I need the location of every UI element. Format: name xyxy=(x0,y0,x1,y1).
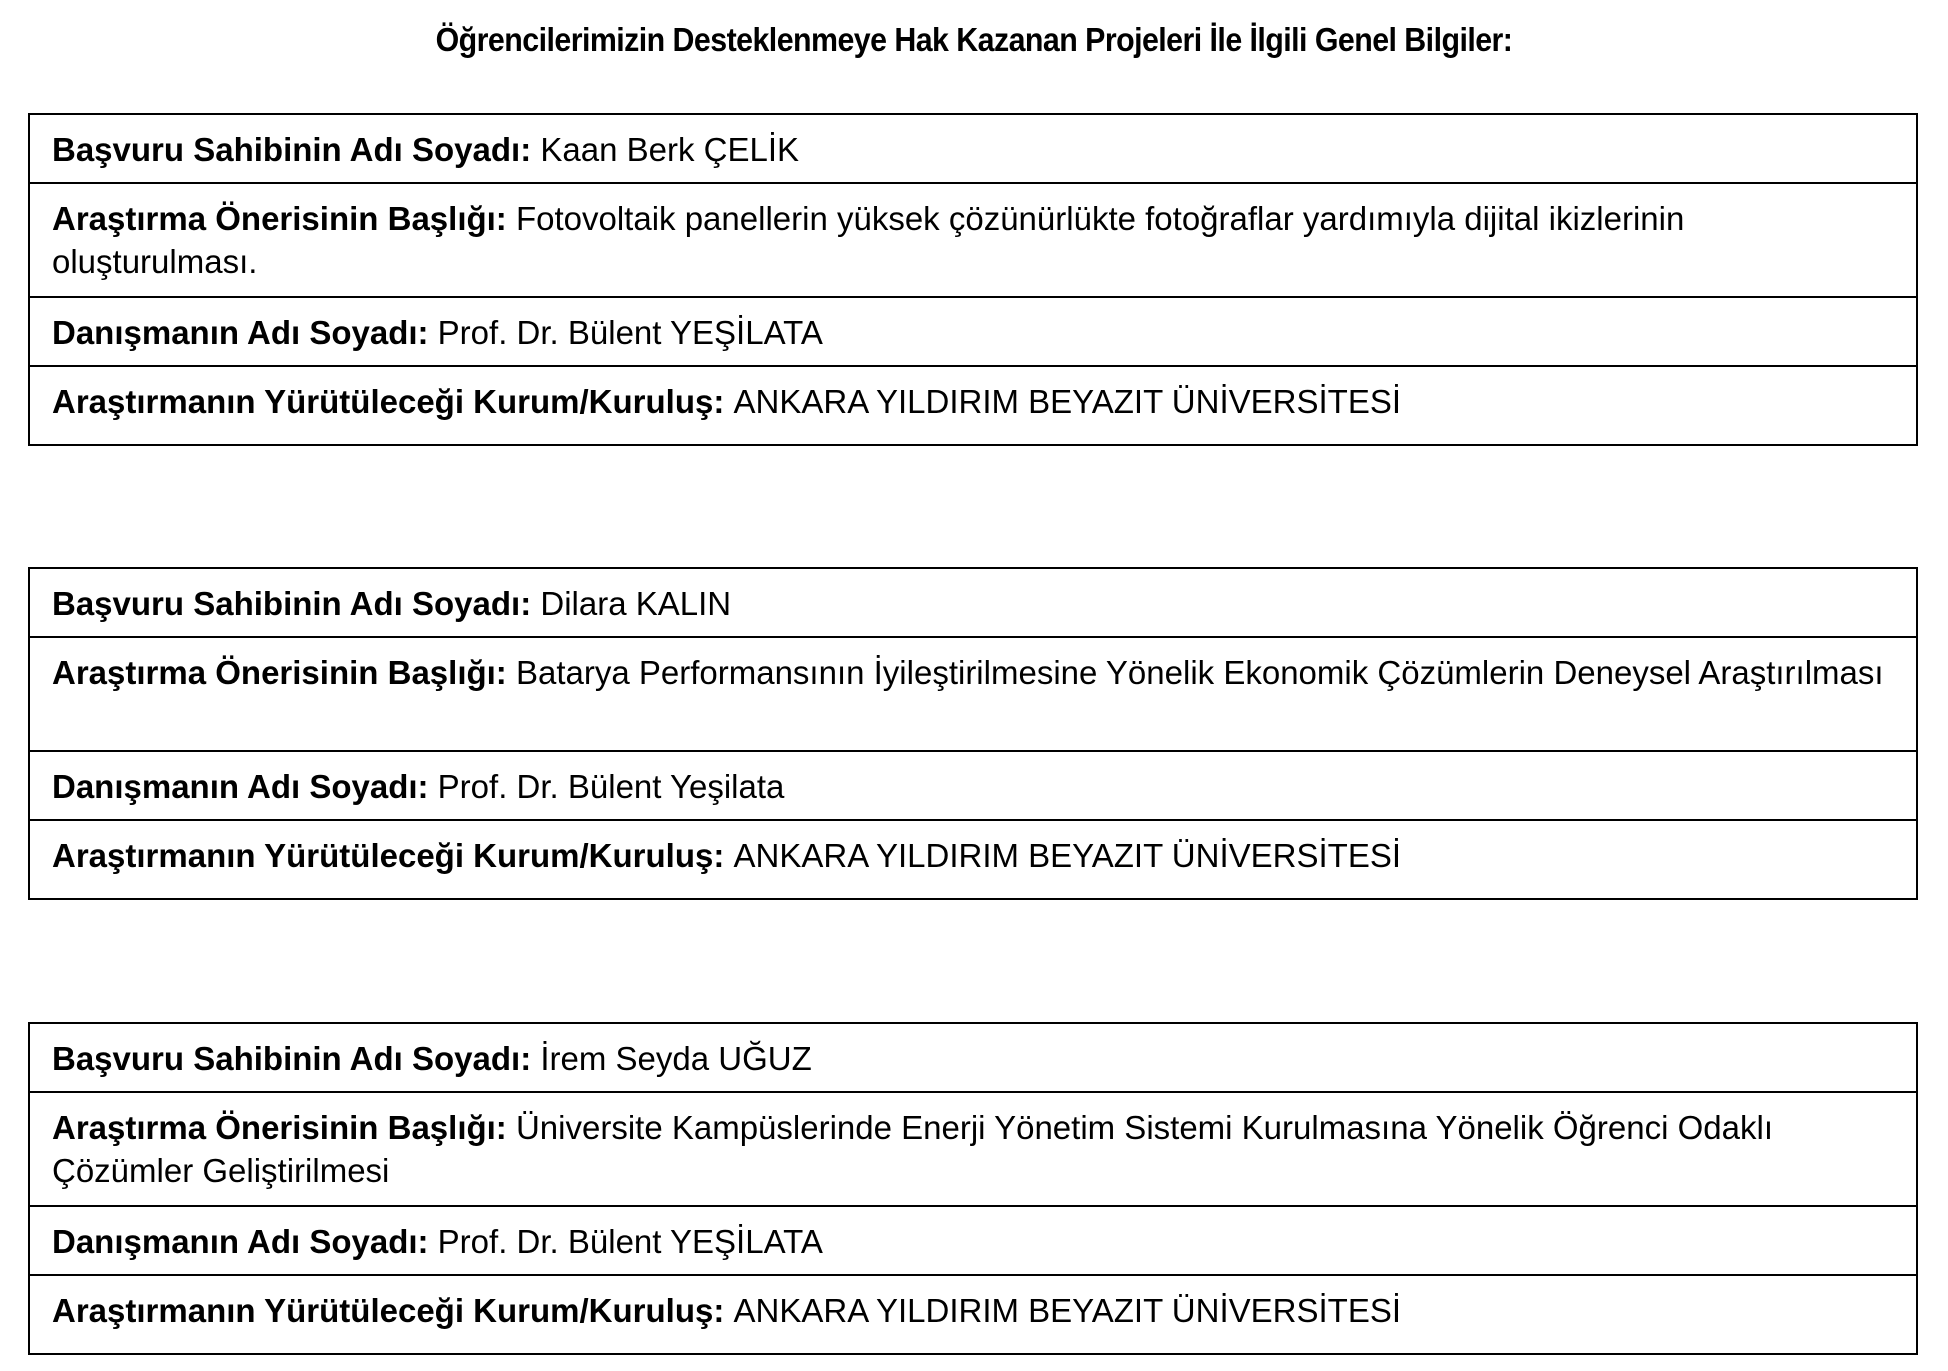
project-table-1 xyxy=(28,113,1918,446)
institution-value: ANKARA YILDIRIM BEYAZIT ÜNİVERSİTESİ xyxy=(733,1292,1402,1329)
advisor-value: Prof. Dr. Bülent YEŞİLATA xyxy=(437,314,823,351)
institution-value: ANKARA YILDIRIM BEYAZIT ÜNİVERSİTESİ xyxy=(733,383,1402,420)
applicant-value: Dilara KALIN xyxy=(540,585,732,622)
advisor-value: Prof. Dr. Bülent Yeşilata xyxy=(437,768,785,805)
advisor-row xyxy=(30,1207,1916,1276)
applicant-label: Başvuru Sahibinin Adı Soyadı: xyxy=(52,585,541,622)
advisor-row xyxy=(30,752,1916,821)
applicant-row xyxy=(30,569,1916,638)
advisor-row xyxy=(30,298,1916,367)
applicant-label: Başvuru Sahibinin Adı Soyadı: xyxy=(52,131,541,168)
institution-row xyxy=(30,1276,1916,1353)
proposal-title-value: Üniversite Kampüslerinde Enerji Yönetim Sistemi Kurulmasına Yönelik Öğrenci Odaklı Çözümler Geliştirilmesi xyxy=(52,1109,1773,1189)
proposal-title-value: Fotovoltaik panellerin yüksek çözünürlükte fotoğraflar yardımıyla dijital ikizlerinin oluşturulması. xyxy=(52,200,1685,280)
proposal-title-row xyxy=(30,1093,1916,1207)
applicant-row xyxy=(30,115,1916,184)
proposal-title-label: Araştırma Önerisinin Başlığı: xyxy=(52,1109,516,1146)
institution-row xyxy=(30,367,1916,444)
proposal-title-row xyxy=(30,638,1916,752)
applicant-value: İrem Seyda UĞUZ xyxy=(540,1040,812,1077)
proposal-title-label: Araştırma Önerisinin Başlığı: xyxy=(52,654,516,691)
page-title: Öğrencilerimizin Desteklenmeye Hak Kazanan Projeleri İle İlgili Genel Bilgiler: xyxy=(435,21,1513,58)
institution-value: ANKARA YILDIRIM BEYAZIT ÜNİVERSİTESİ xyxy=(733,837,1402,874)
institution-row xyxy=(30,821,1916,898)
advisor-value: Prof. Dr. Bülent YEŞİLATA xyxy=(437,1223,823,1260)
applicant-row xyxy=(30,1024,1916,1093)
project-table-2 xyxy=(28,567,1918,900)
institution-label: Araştırmanın Yürütüleceği Kurum/Kuruluş: xyxy=(52,1292,734,1329)
institution-label: Araştırmanın Yürütüleceği Kurum/Kuruluş: xyxy=(52,383,734,420)
advisor-label: Danışmanın Adı Soyadı: xyxy=(52,314,438,351)
institution-label: Araştırmanın Yürütüleceği Kurum/Kuruluş: xyxy=(52,837,734,874)
advisor-label: Danışmanın Adı Soyadı: xyxy=(52,1223,438,1260)
applicant-value: Kaan Berk ÇELİK xyxy=(540,131,799,168)
project-table-3 xyxy=(28,1022,1918,1355)
applicant-label: Başvuru Sahibinin Adı Soyadı: xyxy=(52,1040,541,1077)
proposal-title-value: Batarya Performansının İyileştirilmesine Yönelik Ekonomik Çözümlerin Deneysel Araştırılması xyxy=(515,654,1884,691)
proposal-title-row xyxy=(30,184,1916,298)
advisor-label: Danışmanın Adı Soyadı: xyxy=(52,768,438,805)
proposal-title-label: Araştırma Önerisinin Başlığı: xyxy=(52,200,516,237)
